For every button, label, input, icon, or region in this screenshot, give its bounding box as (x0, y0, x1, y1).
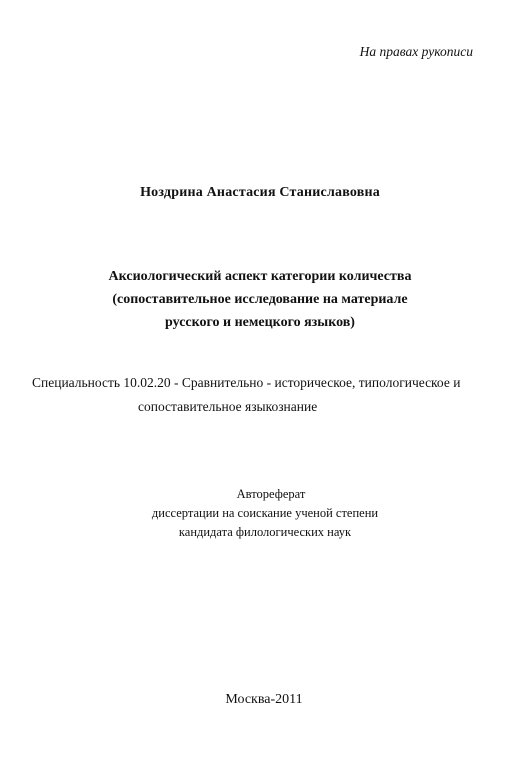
abstract-line: диссертации на соискание ученой степени (151, 506, 379, 520)
specialty-line-1: Специальность 10.02.20 - Сравнительно - историческое, типологическое и (32, 375, 461, 390)
dissertation-title (0, 265, 520, 334)
abstract-line: кандидата филологических наук (178, 525, 352, 539)
place-year: Москва-2011 (225, 692, 303, 707)
author-name: Ноздрина Анастасия Станиславовна (140, 185, 380, 200)
rights-notice: На правах рукописи (359, 44, 473, 59)
specialty-line-2: сопоставительное языкознание (138, 399, 318, 414)
abstract-description (0, 485, 520, 542)
title-line: (сопоставительное исследование на материале (112, 292, 408, 307)
title-line: русского и немецкого языков) (165, 315, 355, 330)
abstract-line: Автореферат (236, 487, 306, 501)
title-line: Аксиологический аспект категории количества (108, 269, 412, 284)
